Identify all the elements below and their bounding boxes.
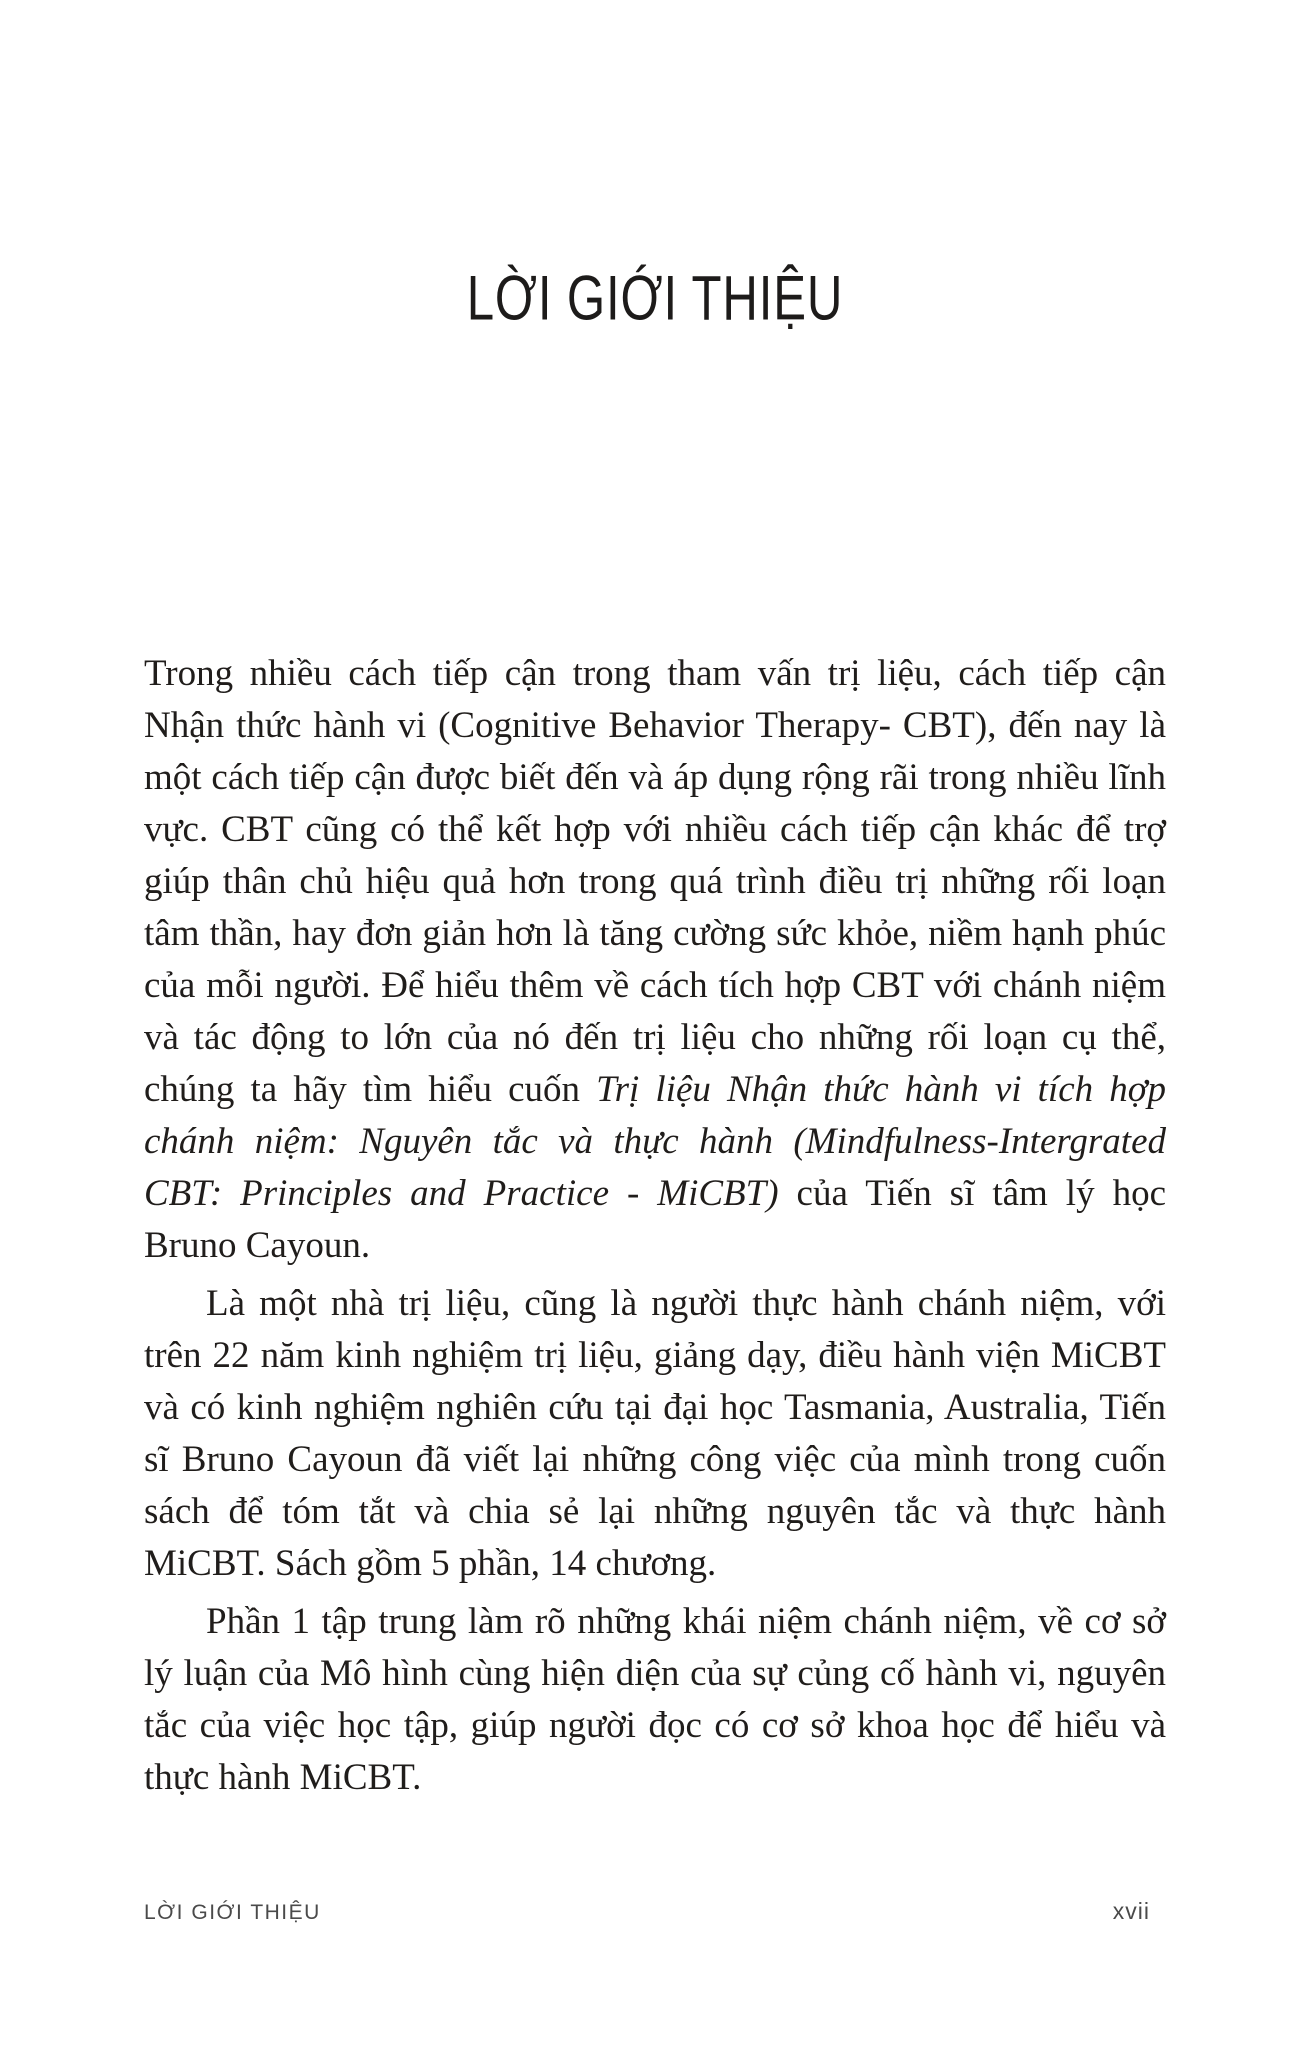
text-run: Là một nhà trị liệu, cũng là người thực hành chánh niệm, với trên 22 năm kinh nghiệm trị liệu, giảng dạy, điều hành viện MiCBT và có kinh nghiệm nghiên cứu tại đại học Tasmania, Australia, Tiến sĩ Bruno Cayoun đã viết lại những công việc của mình trong cuốn sách để tóm tắt và chia sẻ lại những nguyên tắc và thực hành MiCBT. Sách gồm 5 phần, 14 chương. [144, 1283, 1166, 1584]
footer-page-number: xvii [1112, 1898, 1150, 1924]
footer-running-head: LỜI GIỚI THIỆU [144, 1901, 321, 1924]
text-run: Trong nhiều cách tiếp cận trong tham vấn trị liệu, cách tiếp cận Nhận thức hành vi (Cognitive Behavior Therapy- CBT), đến nay là một cách tiếp cận được biết đến và áp dụng rộng rãi trong nhiều lĩnh vực. CBT cũng có thể kết hợp với nhiều cách tiếp cận khác để trợ giúp thân chủ hiệu quả hơn trong quá trình điều trị những rối loạn tâm thần, hay đơn giản hơn là tăng cường sức khỏe, niềm hạnh phúc của mỗi người. Để hiểu thêm về cách tích hợp CBT với chánh niệm và tác động to lớn của nó đến trị liệu cho những rối loạn cụ thể, chúng ta hãy tìm hiểu cuốn [144, 653, 1166, 1110]
paragraph [144, 648, 1166, 1272]
paragraph [144, 1278, 1166, 1590]
text-run: Phần 1 tập trung làm rõ những khái niệm chánh niệm, về cơ sở lý luận của Mô hình cùng hiện diện của sự củng cố hành vi, nguyên tắc của việc học tập, giúp người đọc có cơ sở khoa học để hiểu và thực hành MiCBT. [144, 1601, 1166, 1798]
chapter-title: LỜI GIỚI THIỆU [466, 263, 844, 334]
italic-text-run: Trị liệu Nhận thức hành vi tích hợp chánh niệm: Nguyên tắc và thực hành (Mindfulness-Intergrated CBT: Principles and Practice - MiCBT) [144, 1069, 1166, 1214]
body-paragraphs [144, 648, 1166, 1810]
text-run: của Tiến sĩ tâm lý học Bruno Cayoun. [144, 1173, 1166, 1266]
paragraph [144, 1596, 1166, 1804]
